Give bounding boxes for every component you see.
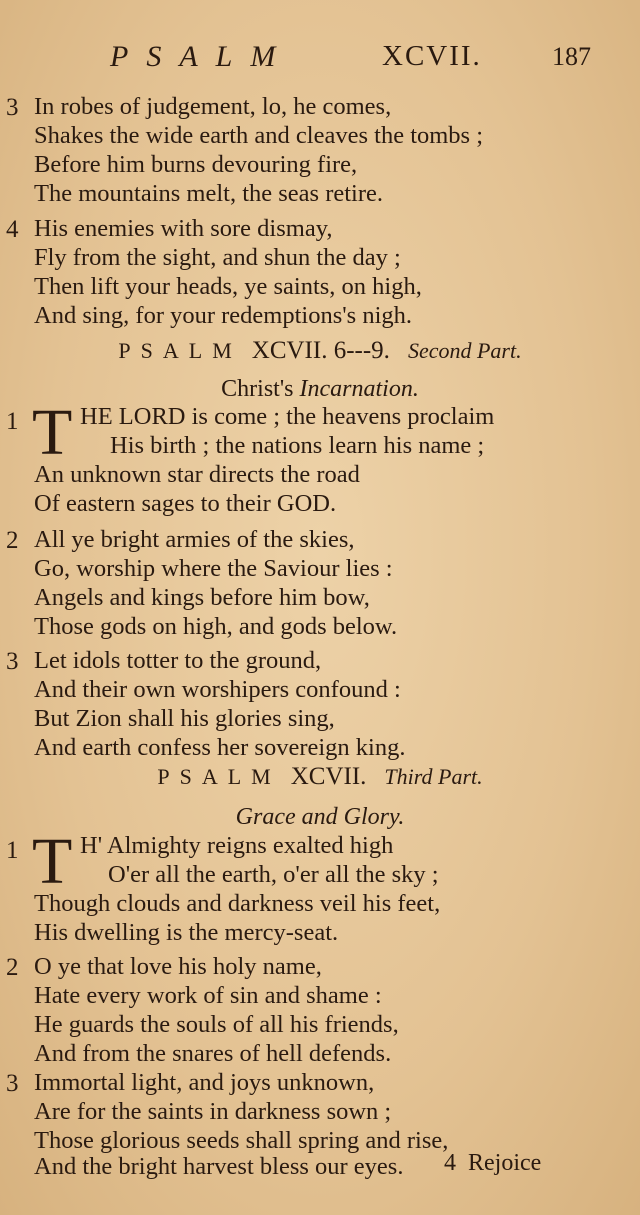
stanza-number: 3 [6, 1070, 19, 1097]
verse-line: H' Almighty reigns exalted high [80, 832, 394, 859]
section-subtitle-grace-and-glory: Grace and Glory. [235, 804, 405, 830]
subtitle-italic: Incarnation. [299, 376, 419, 402]
verse-line: Hate every work of sin and shame : [34, 982, 382, 1009]
stanza-number: 1 [6, 837, 19, 864]
verse-line: All ye bright armies of the skies, [34, 526, 355, 553]
subtitle-prefix: Christ's [221, 376, 300, 402]
verse-line: The mountains melt, the seas retire. [34, 180, 384, 207]
heading-psalm: PSALM [157, 764, 281, 789]
verse-line: Are for the saints in darkness sown ; [34, 1098, 392, 1125]
section-heading-third-part [0, 763, 640, 791]
drop-cap: T [32, 396, 73, 469]
verse-line: Of eastern sages to their GOD. [34, 490, 337, 517]
heading-number: XCVII. 6---9. [251, 337, 390, 364]
verse-line: In robes of judgement, lo, he comes, [34, 93, 392, 120]
catchword-number: 4 [444, 1150, 456, 1176]
verse-line: Fly from the sight, and shun the day ; [34, 244, 401, 271]
verse-line: O'er all the earth, o'er all the sky ; [108, 861, 439, 888]
stanza-number: 1 [6, 408, 19, 435]
verse-line: O ye that love his holy name, [34, 953, 322, 980]
verse-line: And from the snares of hell defends. [34, 1040, 392, 1067]
heading-part: Second Part. [407, 338, 522, 363]
verse-line: His enemies with sore dismay, [34, 215, 333, 242]
verse-line: HE LORD is come ; the heavens proclaim [80, 403, 495, 430]
drop-cap: T [32, 825, 73, 898]
stanza-number: 4 [6, 216, 19, 243]
verse-line: Shakes the wide earth and cleaves the tombs ; [34, 122, 484, 149]
stanza-number: 3 [6, 648, 19, 675]
verse-line: Go, worship where the Saviour lies : [34, 555, 393, 582]
stanza-number: 2 [6, 954, 19, 981]
verse-line: Immortal light, and joys unknown, [34, 1069, 375, 1096]
verse-line: Let idols totter to the ground, [34, 647, 322, 674]
verse-line: His dwelling is the mercy-seat. [34, 919, 339, 946]
header-psalm-number: XCVII. [382, 40, 482, 72]
section-heading-second-part [0, 337, 640, 365]
page-number: 187 [552, 42, 591, 71]
heading-psalm: PSALM [118, 338, 242, 363]
verse-line: But Zion shall his glories sing, [34, 705, 335, 732]
stanza-number: 3 [6, 94, 19, 121]
verse-line: An unknown star directs the road [34, 461, 360, 488]
verse-line: His birth ; the nations learn his name ; [110, 432, 485, 459]
running-header [0, 40, 640, 80]
verse-line: Those glorious seeds shall spring and rise, [34, 1127, 449, 1154]
catchword-text: Rejoice [468, 1150, 542, 1176]
section-subtitle-incarnation [0, 376, 640, 403]
verse-line: And their own worshipers confound : [34, 676, 401, 703]
verse-line: Those gods on high, and gods below. [34, 613, 398, 640]
verse-line: And sing, for your redemptions's nigh. [34, 302, 413, 329]
verse-line: Before him burns devouring fire, [34, 151, 358, 178]
stanza-number: 2 [6, 527, 19, 554]
verse-line: He guards the souls of all his friends, [34, 1011, 399, 1038]
heading-number: XCVII. [290, 763, 367, 790]
verse-line: And earth confess her sovereign king. [34, 734, 406, 761]
verse-line: Though clouds and darkness veil his feet, [34, 890, 441, 917]
heading-part: Third Part. [384, 764, 483, 789]
verse-line: Then lift your heads, ye saints, on high, [34, 273, 422, 300]
catchword [444, 1150, 541, 1177]
verse-line: And the bright harvest bless our eyes. [34, 1153, 404, 1180]
verse-line: Angels and kings before him bow, [34, 584, 370, 611]
header-title: PSALM [110, 40, 294, 73]
